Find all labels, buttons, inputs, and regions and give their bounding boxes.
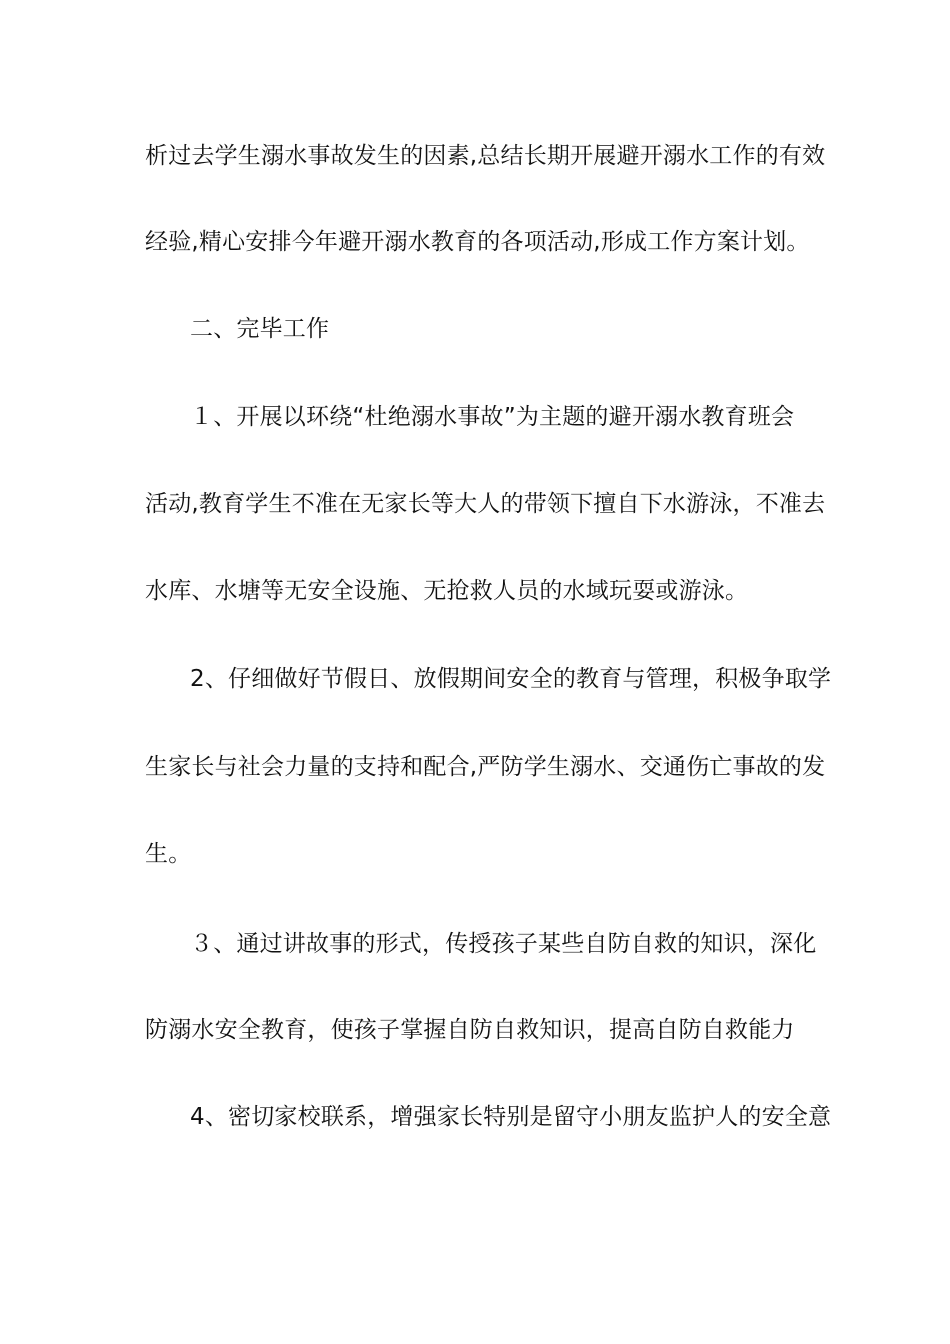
paragraph-line: １、开展以环绕“杜绝溺水事故”为主题的避开溺水教育班会	[190, 404, 795, 430]
paragraph-line: 生。	[145, 841, 192, 867]
paragraph-line: 活动,教育学生不准在无家长等大人的带领下擅自下水游泳，不准去	[145, 491, 826, 517]
paragraph-line: 4、密切家校联系，增强家长特别是留守小朋友监护人的安全意	[190, 1104, 832, 1130]
paragraph-line: 析过去学生溺水事故发生的因素,总结长期开展避开溺水工作的有效	[145, 143, 826, 169]
paragraph-line: 水库、水塘等无安全设施、无抢救人员的水域玩耍或游泳。	[145, 578, 749, 604]
paragraph-line: 2、仔细做好节假日、放假期间安全的教育与管理，积极争取学	[190, 666, 832, 692]
paragraph-line: ３、通过讲故事的形式，传授孩子某些自防自救的知识，深化	[190, 931, 817, 957]
section-heading: 二、完毕工作	[190, 316, 330, 342]
paragraph-line: 经验,精心安排今年避开溺水教育的各项活动,形成工作方案计划。	[145, 229, 810, 255]
paragraph-line: 防溺水安全教育，使孩子掌握自防自救知识，提高自防自救能力	[145, 1017, 795, 1043]
paragraph-line: 生家长与社会力量的支持和配合,严防学生溺水、交通伤亡事故的发	[145, 754, 826, 780]
